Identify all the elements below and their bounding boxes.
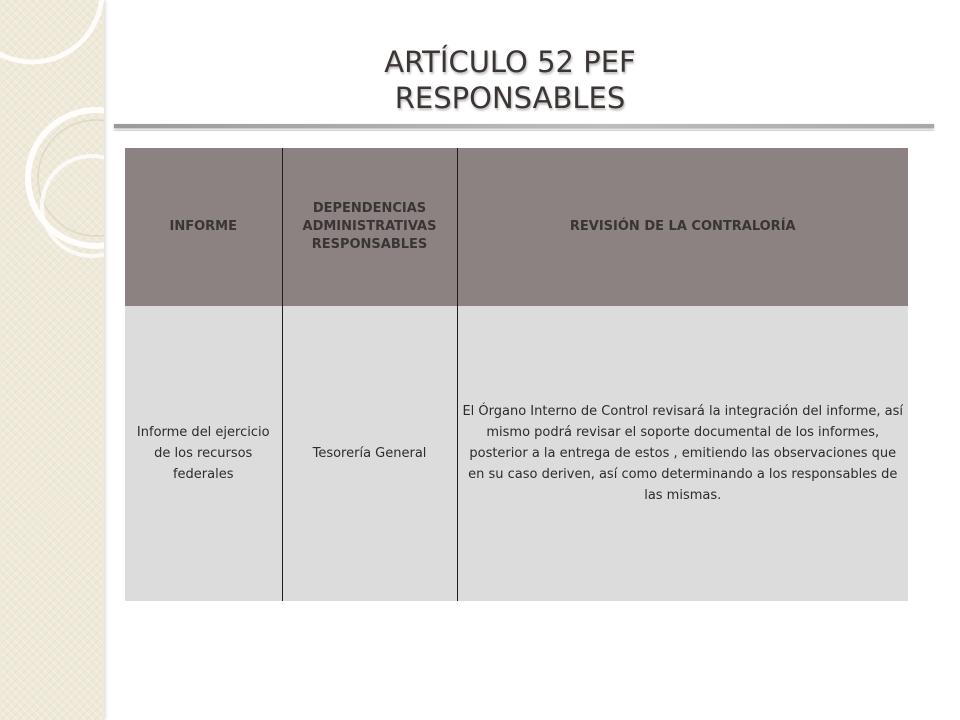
cell-informe: Informe del ejercicio de los recursos federales: [125, 306, 282, 601]
cell-dependencias: Tesorería General: [282, 306, 457, 601]
responsables-table: [125, 148, 908, 601]
decorative-side-strip: [0, 0, 104, 720]
header-informe: INFORME: [125, 148, 282, 306]
title-divider-thin: [114, 130, 934, 131]
title-divider: [114, 124, 934, 128]
table-row: [125, 306, 908, 601]
title-line-1: ARTÍCULO 52 PEF: [384, 45, 636, 79]
table-header-row: [125, 148, 908, 306]
header-revision: REVISIÓN DE LA CONTRALORÍA: [457, 148, 908, 306]
header-dependencias: DEPENDENCIAS ADMINISTRATIVAS RESPONSABLES: [282, 148, 457, 306]
slide-title: [120, 44, 900, 116]
decorative-circles-icon: [0, 0, 104, 720]
cell-revision: El Órgano Interno de Control revisará la integración del informe, así mismo podrá revisar el soporte documental de los informes, posterior a la entrega de estos , emitiendo las observaciones que en su caso deriven, así como determinando a los responsables de las mismas.: [457, 306, 908, 601]
title-line-2: RESPONSABLES: [394, 81, 626, 115]
